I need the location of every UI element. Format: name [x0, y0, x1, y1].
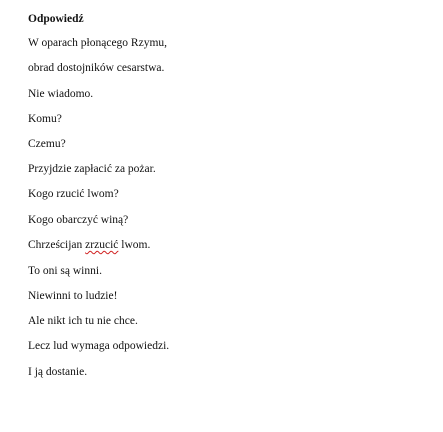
poem-line-8: Kogo obarczyć winą? [28, 214, 129, 226]
document-title: Odpowiedź [28, 13, 84, 25]
poem-line-3: Nie wiadomo. [28, 88, 94, 100]
poem-line-7: Kogo rzucić lwom? [28, 188, 119, 200]
poem-line-9-word-1: Chrześcijan [28, 239, 83, 251]
poem-line-13: Lecz lud wymaga odpowiedzi. [28, 340, 170, 352]
poem-line-9-word-3: lwom. [121, 239, 151, 251]
poem-line-10: To oni są winni. [28, 265, 102, 277]
poem-line-14: I ją dostanie. [28, 366, 88, 378]
poem-line-9 [28, 238, 150, 252]
poem-line-1: W oparach płonącego Rzymu, [28, 37, 168, 49]
poem-line-4: Komu? [28, 113, 62, 125]
poem-line-12: Ale nikt ich tu nie chce. [28, 315, 138, 327]
poem-line-6: Przyjdzie zapłacić za pożar. [28, 163, 156, 175]
poem-line-5: Czemu? [28, 138, 66, 150]
poem-line-2: obrad dostojników cesarstwa. [28, 62, 165, 74]
spellcheck-flagged-word[interactable]: zrzucić [85, 239, 119, 251]
poem-line-11: Niewinni to ludzie! [28, 290, 118, 302]
